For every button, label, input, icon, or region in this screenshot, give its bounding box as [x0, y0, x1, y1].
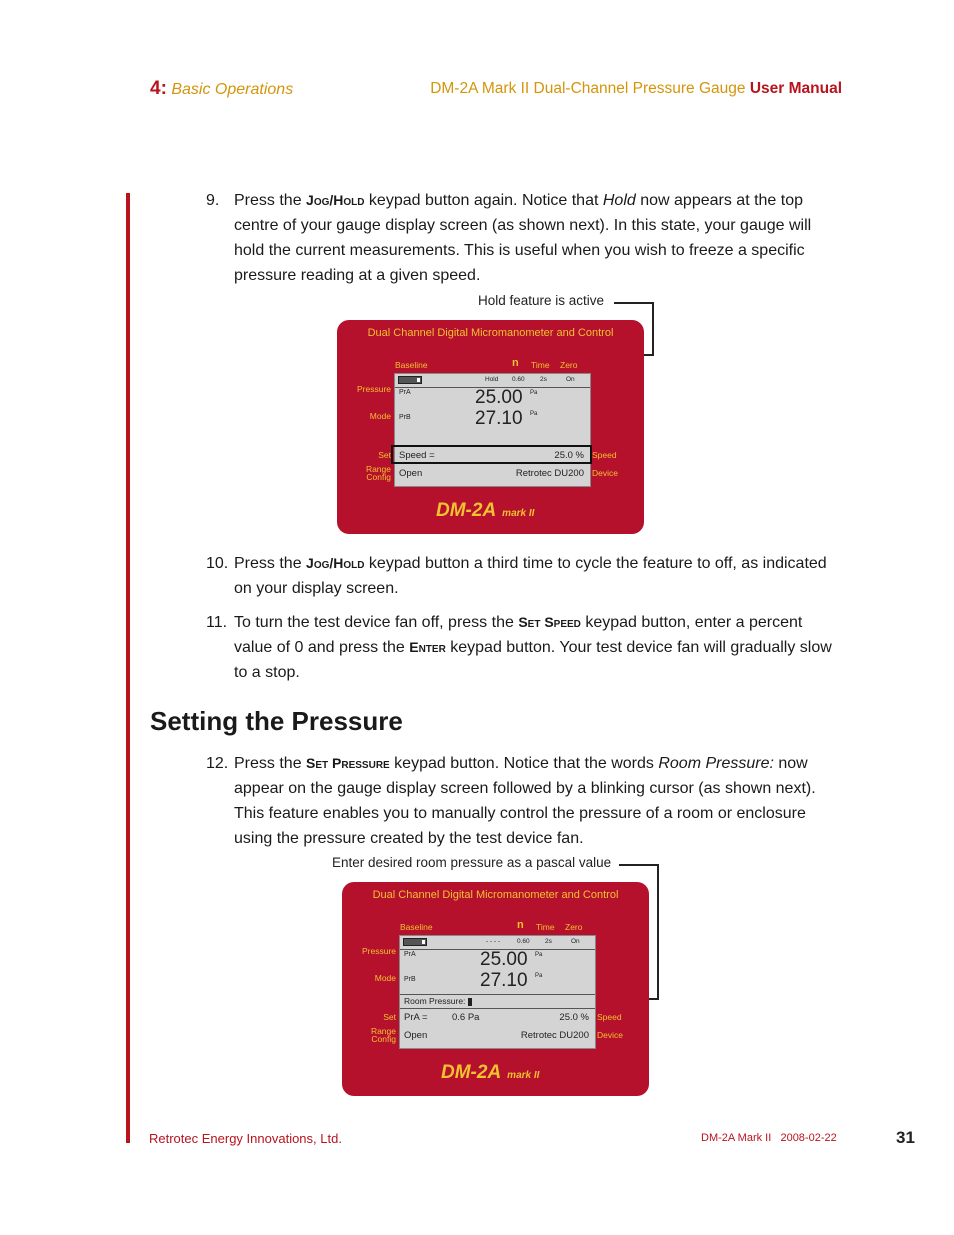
margin-bar	[126, 193, 130, 1143]
room-pressure-prompt: Room Pressure:	[404, 996, 472, 1006]
range-config-label: Range Config	[370, 1026, 396, 1044]
scale-value: 0.60	[517, 938, 530, 945]
footer-doc-id: DM-2A Mark II 2008-02-22	[701, 1132, 837, 1144]
zero-label: Zero	[560, 360, 578, 370]
step-12	[206, 751, 838, 851]
pressure-label: Pressure	[361, 946, 396, 956]
speed-row: Speed = 25.0 %	[399, 450, 584, 461]
chapter-title: Basic Operations	[171, 81, 294, 98]
manual-header	[430, 80, 842, 98]
speed-label: Speed	[592, 450, 617, 460]
key-set-pressure: Set Pressure	[306, 755, 390, 771]
step-number: 12.	[206, 755, 229, 772]
lcd-status-bar	[395, 374, 590, 388]
step-text: Press the Set Pressure keypad button. Notice that the words Room Pressure: now appear on the gauge display screen followed by a blinking cursor (as shown next). This feature enables you to manually control the pressure of a room or enclosure using the pressure created by the test device fan.	[234, 755, 816, 847]
pressure-label: Pressure	[356, 384, 391, 394]
device-label: Device	[592, 468, 618, 478]
gauge-device-room-pressure	[342, 882, 649, 1096]
channel-b-label: PrB	[399, 414, 411, 421]
callout-line	[619, 864, 659, 866]
baseline-label: Baseline	[400, 922, 433, 932]
state-value: On	[571, 938, 580, 945]
channel-b-value: 27.10	[475, 408, 523, 429]
device-title: Dual Channel Digital Micromanometer and Control	[372, 889, 619, 901]
chapter-header	[150, 78, 293, 100]
speed-label: Speed	[597, 1012, 622, 1022]
zero-label: Zero	[565, 922, 583, 932]
step-10	[206, 551, 838, 601]
interval-value: 2s	[545, 938, 552, 945]
callout-hold: Hold feature is active	[478, 293, 605, 308]
channel-a-unit: Pa	[530, 390, 538, 396]
status-indicator: - - - -	[486, 938, 501, 945]
jog-arrow-icon: n	[517, 919, 524, 931]
chapter-number: 4:	[150, 78, 167, 99]
device-title: Dual Channel Digital Micromanometer and Control	[367, 327, 614, 339]
key-enter: Enter	[409, 639, 446, 655]
callout-line	[614, 302, 654, 304]
footer-company: Retrotec Energy Innovations, Ltd.	[149, 1131, 342, 1146]
section-heading: Setting the Pressure	[150, 706, 403, 736]
step-text: To turn the test device fan off, press the Set Speed keypad button, enter a percent value of 0 and press the Enter keypad button. Your test device fan will gradually slow to a stop.	[234, 614, 832, 681]
step-number: 11.	[206, 614, 228, 631]
manual-suffix: User Manual	[749, 80, 842, 97]
interval-value: 2s	[540, 376, 547, 383]
pressure-row: PrA = 0.6 Pa 25.0 %	[404, 1012, 589, 1023]
battery-icon	[398, 376, 422, 384]
callout-line	[657, 864, 659, 1000]
callout-room-pressure: Enter desired room pressure as a pascal value	[332, 855, 612, 870]
baseline-label: Baseline	[395, 360, 428, 370]
time-label: Time	[536, 922, 555, 932]
scale-value: 0.60	[512, 376, 525, 383]
lcd-status-bar	[400, 936, 595, 950]
jog-arrow-icon: n	[512, 357, 519, 369]
blinking-cursor-icon	[468, 998, 472, 1006]
battery-icon	[403, 938, 427, 946]
device-brand: DM-2A mark II	[441, 1062, 540, 1083]
lcd-screen	[394, 373, 591, 487]
channel-b-unit: Pa	[535, 973, 543, 979]
channel-b-unit: Pa	[530, 411, 538, 417]
set-label: Set	[378, 450, 391, 460]
key-set-speed: Set Speed	[518, 614, 581, 630]
channel-a-value: 25.00	[480, 949, 528, 970]
device-row: Open Retrotec DU200	[404, 1030, 589, 1041]
channel-a-unit: Pa	[535, 952, 543, 958]
manual-title: DM-2A Mark II Dual-Channel Pressure Gauge	[430, 80, 746, 97]
gauge-device-hold	[337, 320, 644, 534]
channel-a-label: PrA	[399, 389, 411, 396]
lcd-screen	[399, 935, 596, 1049]
set-label: Set	[383, 1012, 396, 1022]
highlight-box	[391, 445, 592, 464]
page-number: 31	[896, 1128, 915, 1147]
time-label: Time	[531, 360, 550, 370]
device-row: Open Retrotec DU200	[399, 468, 584, 479]
channel-a-label: PrA	[404, 951, 416, 958]
step-text: Press the Jog/Hold keypad button a third time to cycle the feature to off, as indicated on your display screen.	[234, 555, 827, 597]
range-config-label: Range Config	[365, 464, 391, 482]
hold-indicator: Hold	[485, 376, 499, 383]
mode-label: Mode	[374, 973, 396, 983]
state-value: On	[566, 376, 575, 383]
callout-line	[652, 302, 654, 356]
channel-b-value: 27.10	[480, 970, 528, 991]
channel-b-label: PrB	[404, 976, 416, 983]
key-jog-hold: Jog/Hold	[306, 555, 365, 571]
key-jog-hold: Jog/Hold	[306, 192, 365, 208]
device-label: Device	[597, 1030, 623, 1040]
step-text: Press the Jog/Hold keypad button again. Notice that Hold now appears at the top centre of your gauge display screen (as shown next). In this state, your gauge will hold the current measurements. This is useful when you wish to freeze a specific pressure reading at a given speed.	[234, 192, 812, 284]
step-11	[206, 610, 838, 685]
mode-label: Mode	[369, 411, 391, 421]
step-number: 10.	[206, 555, 229, 572]
step-9	[206, 188, 838, 288]
device-brand: DM-2A mark II	[436, 500, 535, 521]
step-number: 9.	[206, 192, 220, 209]
channel-a-value: 25.00	[475, 387, 523, 408]
